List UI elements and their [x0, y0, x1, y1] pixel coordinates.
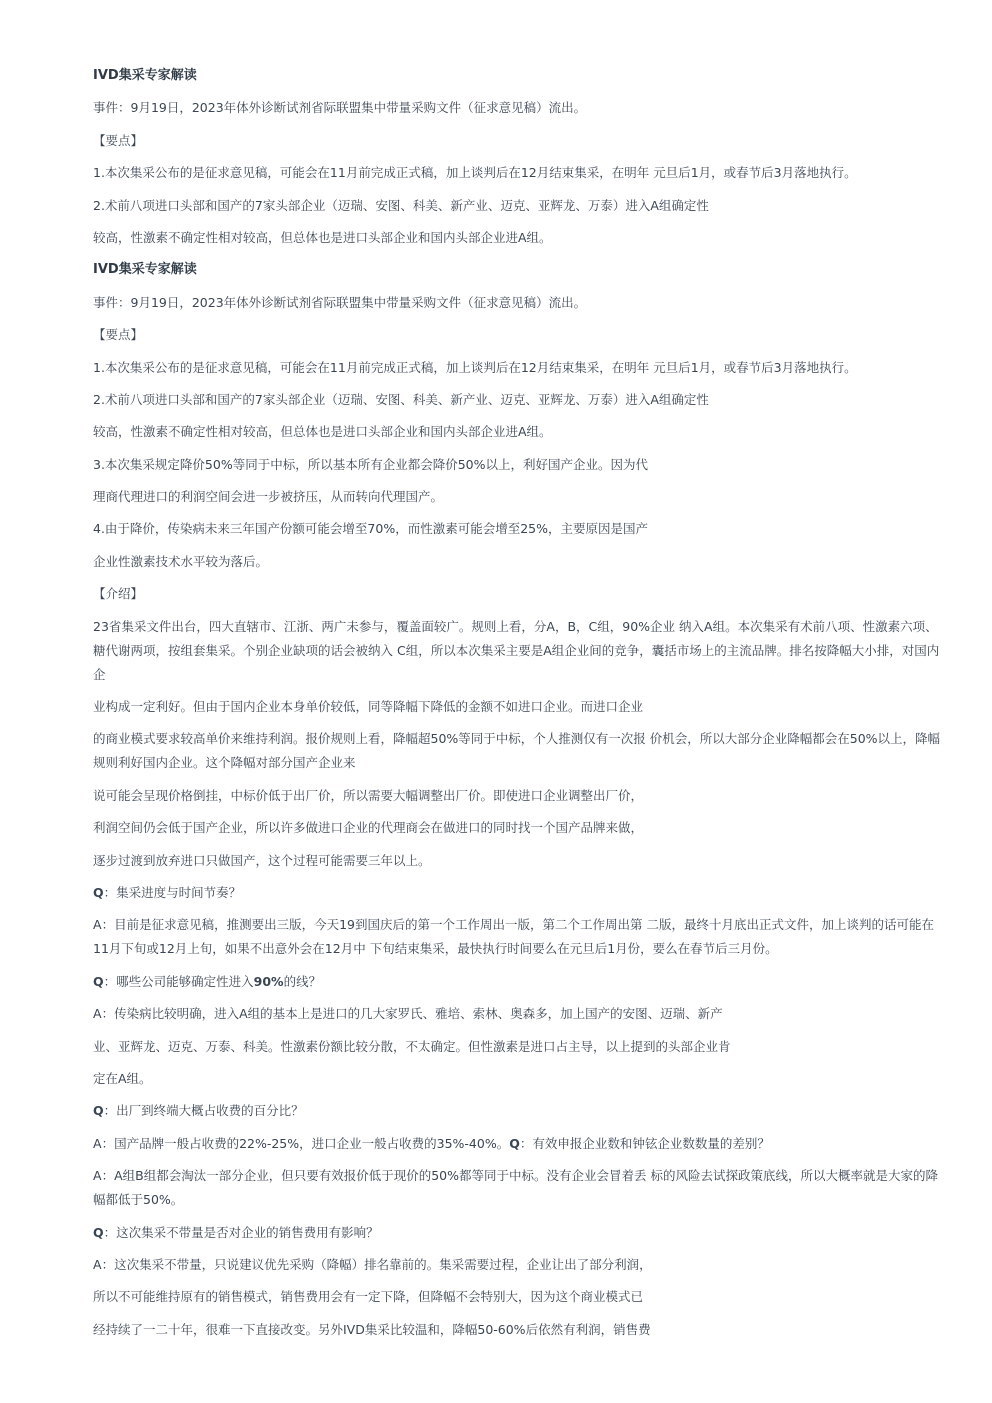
- key-point: 2.术前八项进口头部和国产的7家头部企业（迈瑞、安图、科美、新产业、迈克、亚辉龙、万泰）进入A组确定性: [93, 391, 709, 407]
- a-label: A: [93, 917, 102, 933]
- answer-continued: 所以不可能维持原有的销售模式，销售费用会有一定下降，但降幅不会特别大，因为这个商业模式已: [93, 1289, 644, 1305]
- answer: [93, 913, 941, 961]
- doc-title: IVD集采专家解读: [93, 262, 197, 278]
- key-point: 较高，性激素不确定性相对较高，但总体也是进口头部企业和国内头部企业进A组。: [93, 424, 552, 440]
- question: [93, 1099, 941, 1123]
- event-paragraph: 事件：9月19日，2023年体外诊断试剂省际联盟集中带量采购文件（征求意见稿）流出。: [93, 100, 587, 116]
- document-body: [93, 64, 941, 1350]
- key-point: 1.本次集采公布的是征求意见稿，可能会在11月前完成正式稿，加上谈判后在12月结束集采，在明年 元旦后1月，或春节后3月落地执行。: [93, 359, 857, 375]
- key-point: 较高，性激素不确定性相对较高，但总体也是进口头部企业和国内头部企业进A组。: [93, 229, 552, 245]
- intro-heading: 【介绍】: [93, 586, 144, 602]
- key-points-heading: 【要点】: [93, 327, 144, 343]
- q-label: Q: [509, 1135, 520, 1151]
- intro-paragraph: 的商业模式要求较高单价来维持利润。报价规则上看，降幅超50%等同于中标，个人推测仅有一次报 价机会，所以大部分企业降幅都会在50%以上，降幅规则利好国内企业。这个降幅对部分国产企业来: [93, 731, 941, 771]
- answer-text: ：目前是征求意见稿，推测要出三版，今天19到国庆后的第一个工作周出一版，第二个工作周出第 二版，最终十月底出正式文件，加上谈判的话可能在11月下旬或12月上旬，如果不出意外会在12月中 下旬结束集采，最快执行时间要么在元旦后1月份，要么在春节后三月份。: [93, 917, 934, 957]
- q-label: Q: [93, 973, 104, 989]
- intro-paragraph: 业构成一定利好。但由于国内企业本身单价较低，同等降幅下降低的金额不如进口企业。而进口企业: [93, 699, 644, 715]
- question-text: ：集采进度与时间节奏？: [103, 884, 242, 900]
- q-label: Q: [93, 1103, 104, 1119]
- answer: [93, 1164, 941, 1212]
- answer: [93, 1002, 941, 1026]
- question-text: ：出厂到终端大概占收费的百分比？: [103, 1103, 304, 1119]
- a-label: A: [93, 1168, 102, 1184]
- intro-paragraph: 23省集采文件出台，四大直辖市、江浙、两广未参与，覆盖面较广。规则上看，分A，B，C组，90%企业 纳入A组。本次集采有术前八项、性激素六项、糖代谢两项，按组套集采。个别企业缺项的话会被纳入 C组，所以本次集采主要是A组企业间的竞争，囊括市场上的主流品牌。排名按降幅大小排，对国内企: [93, 618, 940, 682]
- key-point: 1.本次集采公布的是征求意见稿，可能会在11月前完成正式稿，加上谈判后在12月结束集采，在明年 元旦后1月，或春节后3月落地执行。: [93, 165, 857, 181]
- answer-continued: 定在A组。: [93, 1070, 152, 1086]
- question-bold-text: 90%: [253, 973, 284, 989]
- answer-text: ：A组B组都会淘汰一部分企业，但只要有效报价低于现价的50%都等同于中标。没有企业会冒着丢 标的风险去试探政策底线，所以大概率就是大家的降幅都低于50%。: [93, 1168, 938, 1208]
- intro-paragraph: 说可能会呈现价格倒挂，中标价低于出厂价，所以需要大幅调整出厂价。即使进口企业调整出厂价，: [93, 787, 644, 803]
- a-label: A: [93, 1006, 102, 1022]
- question-text: ：哪些公司能够确定性进入: [103, 973, 254, 989]
- intro-paragraph: 逐步过渡到放弃进口只做国产，这个过程可能需要三年以上。: [93, 852, 431, 868]
- key-point: 理商代理进口的利润空间会进一步被挤压，从而转向代理国产。: [93, 489, 444, 505]
- a-label: A: [93, 1256, 102, 1272]
- answer-text: ：这次集采不带量，只说建议优先采购（降幅）排名靠前的。集采需要过程，企业让出了部分利润，: [101, 1256, 652, 1272]
- a-label: A: [93, 1135, 102, 1151]
- question-text: ：有效申报企业数和钟铉企业数数量的差别？: [519, 1135, 770, 1151]
- question: [93, 1221, 941, 1245]
- key-point: 3.本次集采规定降价50%等同于中标，所以基本所有企业都会降价50%以上，利好国产企业。因为代: [93, 456, 648, 472]
- q-label: Q: [93, 1224, 104, 1240]
- key-point: 2.术前八项进口头部和国产的7家头部企业（迈瑞、安图、科美、新产业、迈克、亚辉龙、万泰）进入A组确定性: [93, 197, 709, 213]
- answer-text: ：国产品牌一般占收费的22%-25%，进口企业一般占收费的35%-40%。: [101, 1135, 510, 1151]
- key-point: 企业性激素技术水平较为落后。: [93, 553, 269, 569]
- q-label: Q: [93, 884, 104, 900]
- answer: [93, 1253, 941, 1277]
- question: [93, 881, 941, 905]
- answer-continued: 经持续了一二十年，很难一下直接改变。另外IVD集采比较温和，降幅50-60%后依然有利润，销售费: [93, 1321, 651, 1337]
- answer-continued: 业、亚辉龙、迈克、万泰、科美。性激素份额比较分散，不太确定。但性激素是进口占主导，以上提到的头部企业肯: [93, 1038, 731, 1054]
- doc-title: IVD集采专家解读: [93, 68, 197, 83]
- intro-paragraph: 利润空间仍会低于国产企业，所以许多做进口企业的代理商会在做进口的同时找一个国产品牌来做，: [93, 820, 644, 836]
- key-points-heading: 【要点】: [93, 132, 144, 148]
- question: [93, 970, 941, 994]
- event-paragraph: 事件：9月19日，2023年体外诊断试剂省际联盟集中带量采购文件（征求意见稿）流出。: [93, 294, 587, 310]
- question-text: 的线？: [283, 973, 322, 989]
- question-text: ：这次集采不带量是否对企业的销售费用有影响？: [103, 1224, 379, 1240]
- answer-text: ：传染病比较明确，进入A组的基本上是进口的几大家罗氏、雅培、索林、奥森多，加上国产的安图、迈瑞、新产: [101, 1006, 723, 1022]
- answer: [93, 1132, 941, 1156]
- key-point: 4.由于降价，传染病未来三年国产份额可能会增至70%，而性激素可能会增至25%，主要原因是国产: [93, 521, 648, 537]
